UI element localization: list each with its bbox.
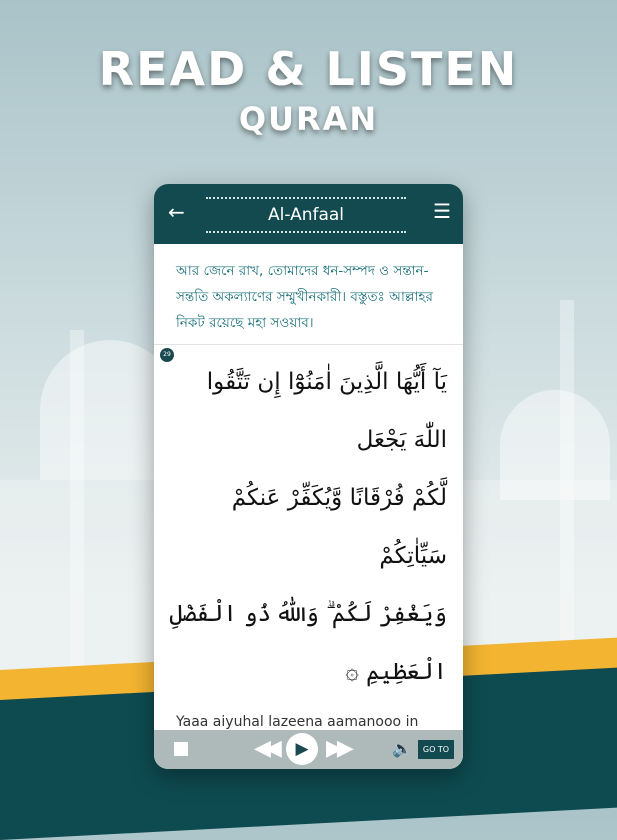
translation-previous-verse: আর জেনে রাখ, তোমাদের ধন-সম্পদ ও সন্তান-সন্ততি অকল্যাণের সম্মুখীনকারী। বস্তুতঃ আল্লাহর নিকট রয়েছে মহা সওয়াব।	[154, 244, 463, 345]
promo-subheadline: QURAN	[238, 100, 379, 138]
phone-screen	[154, 184, 463, 769]
app-bar	[154, 184, 463, 244]
arabic-verse	[154, 345, 463, 701]
volume-icon[interactable]: 🔈	[392, 739, 412, 758]
arabic-line: وَيَغْفِرْ لَكُمْ ۗ وَاللّٰهُ ذُو الْفَضْلِ الْعَظِيمِ ۞	[169, 601, 447, 685]
stop-icon[interactable]	[174, 742, 188, 756]
hamburger-menu-icon[interactable]: ☰	[433, 199, 451, 223]
transliteration-text: Yaaa aiyuhal lazeena aamanooo in	[176, 714, 419, 730]
surah-content[interactable]	[154, 244, 463, 730]
promo-headline: READ & LISTEN	[98, 42, 519, 96]
rewind-icon[interactable]: ◀◀	[254, 736, 276, 761]
play-icon[interactable]: ▶	[286, 733, 318, 765]
arrow-left-icon[interactable]: ←	[168, 200, 185, 224]
verse-number-badge: 29	[160, 348, 174, 362]
fast-forward-icon[interactable]: ▶▶	[326, 736, 348, 761]
arabic-line: يَآ أَيُّهَا الَّذِينَ اٰمَنُوْٓا إِن تَتَّقُوا اللّٰهَ يَجْعَل	[206, 369, 447, 453]
surah-title: Al-Anfaal	[206, 197, 406, 233]
audio-player-bar	[154, 730, 463, 769]
arabic-line: لَّكُمْ فُرْقَانًا وَّيُكَفِّرْ عَنكُمْ سَيِّاٰتِكُمْ	[231, 485, 447, 569]
goto-button[interactable]: GO TO	[418, 740, 454, 759]
